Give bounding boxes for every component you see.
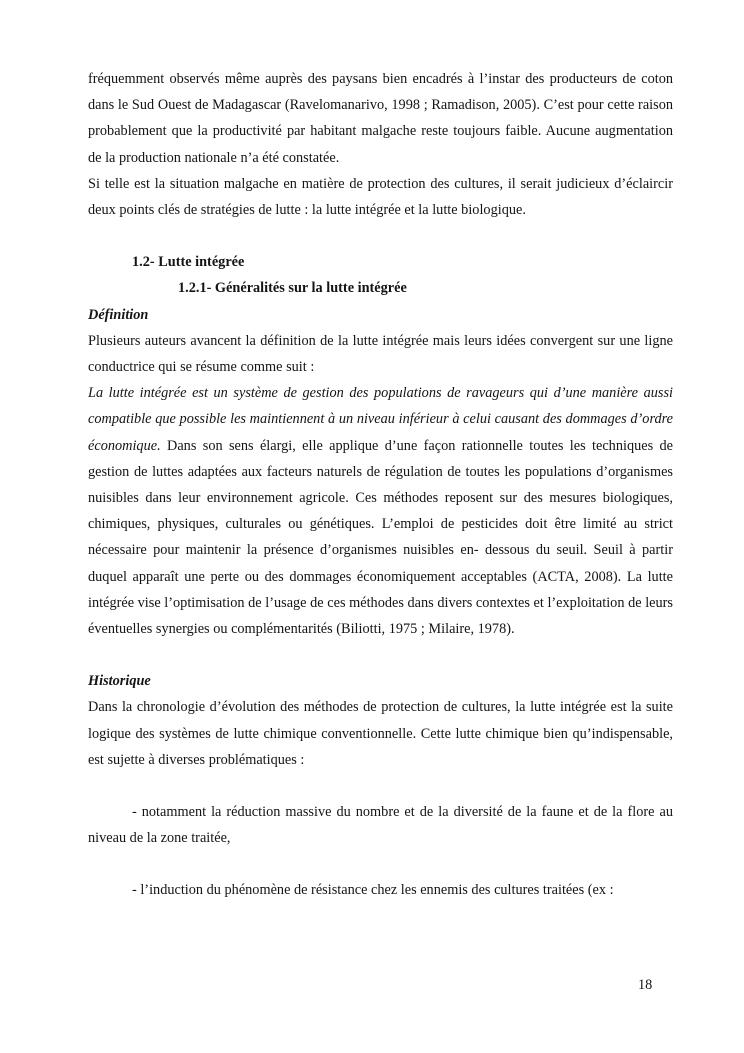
paragraph-intro: fréquemment observés même auprès des paysans bien encadrés à l’instar des producteurs de coton dans le Sud Ouest de Madagascar (Ravelomanarivo, 1998 ; Ramadison, 2005). C’est pour cette raison probablement que la productivité par habitant malgache reste toujours faible. Aucune augmentation de la production nationale n’a été constatée.: [88, 71, 673, 166]
page-number: 18: [638, 977, 653, 993]
spacer: [88, 642, 673, 668]
definition-quote: La lutte intégrée est un système de gestion des populations de ravageurs qui d’une manière aussi compatible que possible les maintiennent à un niveau inférieur à celui causant des dommages d’ordre économique.: [88, 385, 673, 454]
definition-intro: Plusieurs auteurs avancent la définition de la lutte intégrée mais leurs idées convergent sur une ligne conductrice qui se résume comme suit :: [88, 332, 673, 376]
subsection-heading-generalites: 1.2.1- Généralités sur la lutte intégrée: [178, 280, 407, 297]
list-item-resistance: - l’induction du phénomène de résistance chez les ennemis des cultures traitées (ex :: [132, 882, 614, 899]
spacer: [88, 223, 673, 249]
definition-body: Dans son sens élargi, elle applique d’une façon rationnelle toutes les techniques de gestion de luttes adaptées aux facteurs naturels de régulation de toutes les populations d’organismes nuisibles dans leur environnement agricole. Ces méthodes reposent sur des mesures biologiques, chimiques, physiques, culturales ou génétiques. L’emploi de pesticides doit être limité au strict nécessaire pour maintenir la présence d’organismes nuisibles en- dessous du seuil. Seuil à partir duquel apparaît une perte ou des dommages économiquement acceptables (ACTA, 2008). La lutte intégrée vise l’optimisation de l’usage de ces méthodes dans divers contextes et l’exploitation de leurs éventuelles synergies ou complémentarités (Biliotti, 1975 ; Milaire, 1978).: [88, 437, 673, 638]
spacer: [88, 851, 673, 877]
paragraph-situation: Si telle est la situation malgache en matière de protection des cultures, il serait judicieux d’éclaircir deux points clés de stratégies de lutte : la lutte intégrée et la lutte biologique.: [88, 175, 673, 219]
historique-label: Historique: [88, 673, 151, 690]
historique-paragraph: Dans la chronologie d’évolution des méthodes de protection de cultures, la lutte intégrée est la suite logique des systèmes de lutte chimique conventionnelle. Cette lutte chimique bien qu’indispensable, est sujette à diverses problématiques :: [88, 699, 673, 768]
definition-paragraph: [88, 380, 673, 642]
section-heading-lutte-integree: 1.2- Lutte intégrée: [132, 254, 245, 271]
definition-label: Définition: [88, 306, 149, 323]
document-body: [88, 66, 673, 904]
spacer: [88, 773, 673, 799]
list-item-reduction: - notamment la réduction massive du nombre et de la diversité de la faune et de la flore au niveau de la zone traitée,: [88, 804, 673, 847]
